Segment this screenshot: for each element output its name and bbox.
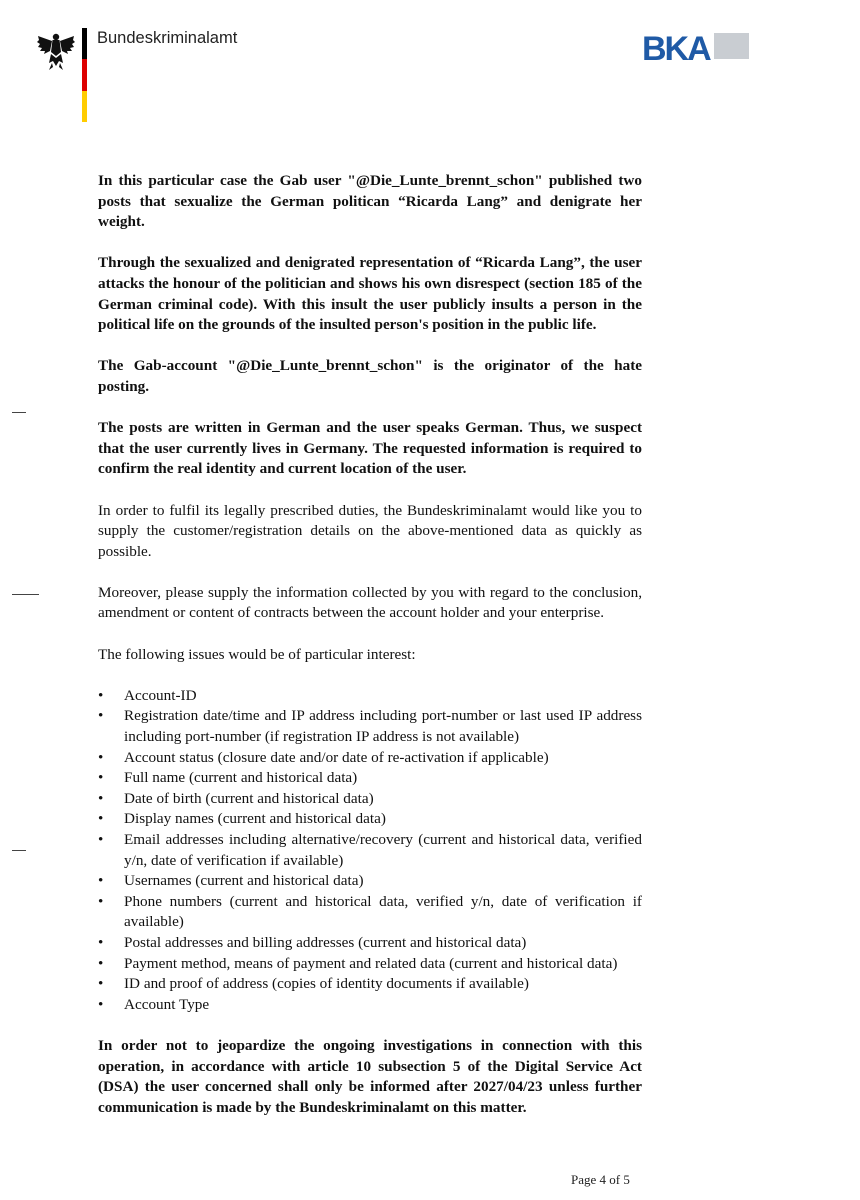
list-item: • Account Type (98, 995, 642, 1016)
fold-mark (12, 850, 26, 851)
bullet-icon: • (98, 954, 104, 972)
bullet-icon: • (98, 707, 104, 725)
page-number: Page 4 of 5 (571, 1172, 630, 1187)
paragraph-request: In order to fulfil its legally prescribed duties, the Bundeskriminalamt would like you to supply the customer/registration details on the above-mentioned data as quickly as possible. (98, 501, 642, 560)
bullet-icon: • (98, 872, 104, 890)
list-item: • Payment method, means of payment and related data (current and historical data) (98, 954, 642, 975)
bullet-icon: • (98, 686, 104, 704)
paragraph-legal-basis: Through the sexualized and denigrated representation of “Ricarda Lang”, the user attacks the honour of the politician and shows his own disrespect (section 185 of the German criminal code). With this insult the user publicly insults a person in the political life on the grounds of the insulted person's position in the public life. (98, 254, 642, 334)
fold-mark (12, 412, 26, 413)
paragraph-contracts: Moreover, please supply the information collected by you with regard to the conclusion, amendment or content of contracts between the account holder and your enterprise. (98, 583, 642, 622)
bullet-icon: • (98, 995, 104, 1013)
paragraph-closing: In order not to jeopardize the ongoing investigations in connection with this operation, in accordance with article 10 subsection 5 of the Digital Service Act (DSA) the user concerned shall only be informed after 2027/04/23 unless further communication is made by the Bundeskriminalamt on this matter. (98, 1036, 642, 1116)
paragraph-case-summary: In this particular case the Gab user "@Die_Lunte_brennt_schon" published two posts that sexualize the German politican “Ricarda Lang” and denigrate her weight. (98, 172, 642, 231)
list-item: • ID and proof of address (copies of identity documents if available) (98, 974, 642, 995)
list-intro: The following issues would be of particular interest: (98, 645, 416, 663)
bullet-icon: • (98, 892, 104, 910)
bka-logo-text: BKA (642, 31, 710, 63)
flag-stripe-red (82, 59, 87, 90)
list-item: • Usernames (current and historical data) (98, 871, 642, 892)
list-item: • Postal addresses and billing addresses (current and historical data) (98, 933, 642, 954)
paragraph-originator: The Gab-account "@Die_Lunte_brennt_schon" is the originator of the hate posting. (98, 357, 642, 395)
bullet-icon: • (98, 748, 104, 766)
flag-stripe-black (82, 28, 87, 59)
list-item: • Registration date/time and IP address including port-number or last used IP address including port-number (if registration IP address is not available) (98, 707, 642, 746)
flag-stripe-gold (82, 91, 87, 122)
list-item: • Display names (current and historical data) (98, 809, 642, 830)
issues-list (98, 686, 642, 1016)
bullet-icon: • (98, 831, 104, 848)
german-flag-stripe (82, 28, 87, 122)
paragraph-location: The posts are written in German and the user speaks German. Thus, we suspect that the user currently lives in Germany. The requested information is required to confirm the real identity and current location of the user. (98, 419, 642, 478)
punch-mark (12, 594, 39, 595)
bka-logo (642, 31, 749, 63)
list-item: • Account status (closure date and/or date of re-activation if applicable) (98, 748, 642, 769)
letter-body (98, 171, 642, 1139)
list-item: • Full name (current and historical data) (98, 768, 642, 789)
bka-logo-accent (714, 33, 749, 59)
organization-name: Bundeskriminalamt (97, 29, 238, 47)
bullet-icon: • (98, 975, 104, 993)
list-item: • Email addresses including alternative/recovery (current and historical data, verified y/n, date of verification if available) (98, 831, 642, 869)
list-item: • Phone numbers (current and historical data, verified y/n, date of verification if available) (98, 892, 642, 931)
bullet-icon: • (98, 810, 104, 828)
list-item: • Date of birth (current and historical data) (98, 789, 642, 810)
bullet-icon: • (98, 789, 104, 807)
bullet-icon: • (98, 933, 104, 951)
bullet-icon: • (98, 769, 104, 787)
list-item: • Account-ID (98, 686, 642, 707)
federal-eagle-icon (36, 30, 76, 72)
